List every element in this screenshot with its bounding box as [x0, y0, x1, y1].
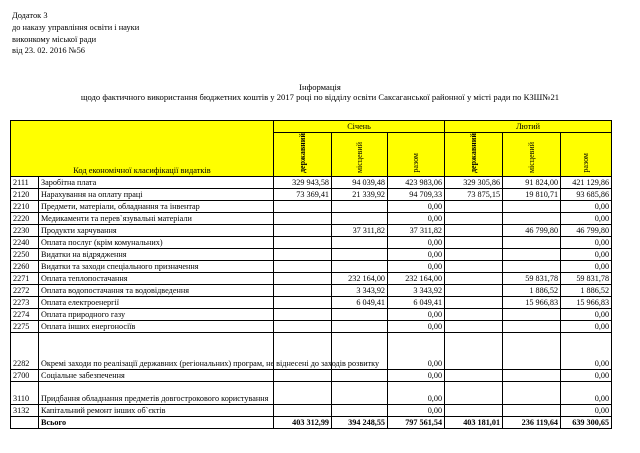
- code-cell: 2260: [11, 261, 39, 273]
- jan-total-cell: 0,00: [388, 333, 445, 370]
- jan-total-cell: 0,00: [388, 261, 445, 273]
- table-row: [11, 273, 612, 285]
- feb-local-cell: [503, 213, 561, 225]
- code-cell: 2273: [11, 297, 39, 309]
- header-line: від 23. 02. 2016 №56: [12, 46, 85, 56]
- feb-total-cell: 0,00: [561, 405, 612, 417]
- jan-state-cell: [274, 249, 332, 261]
- jan-local-cell: 37 311,82: [332, 225, 388, 237]
- table-row: [11, 382, 612, 405]
- feb-local-cell: 15 966,83: [503, 297, 561, 309]
- jan-total-cell: 232 164,00: [388, 273, 445, 285]
- month-header-january: Січень: [274, 121, 445, 133]
- feb-total-cell: 15 966,83: [561, 297, 612, 309]
- feb-state-cell: [445, 273, 503, 285]
- code-cell: 2282: [11, 333, 39, 370]
- feb-state-cell: [445, 237, 503, 249]
- jan-local-cell: [332, 237, 388, 249]
- document-subtitle: щодо фактичного використання бюджетних коштів у 2017 році по відділу освіти Саксаганської районної у місті ради по КЗШ№21: [80, 92, 560, 102]
- jan-state-cell: [274, 321, 332, 333]
- feb-state-cell: [445, 333, 503, 370]
- total-jan-local-cell: 394 248,55: [332, 417, 388, 429]
- feb-total-cell: 0,00: [561, 382, 612, 405]
- feb-total-cell: 0,00: [561, 333, 612, 370]
- table-row: [11, 201, 612, 213]
- jan-state-cell: [274, 382, 332, 405]
- table-row: [11, 249, 612, 261]
- expense-name-cell: Заробітна плата: [39, 177, 274, 189]
- code-cell: 2111: [11, 177, 39, 189]
- jan-total-cell: 0,00: [388, 237, 445, 249]
- feb-local-cell: [503, 321, 561, 333]
- feb-state-cell: [445, 405, 503, 417]
- code-cell: 2240: [11, 237, 39, 249]
- table-row: [11, 237, 612, 249]
- budget-table: [10, 120, 612, 429]
- jan-total-cell: 0,00: [388, 370, 445, 382]
- feb-state-cell: [445, 225, 503, 237]
- jan-state-cell: [274, 285, 332, 297]
- jan-state-cell: [274, 201, 332, 213]
- jan-total-cell: 0,00: [388, 382, 445, 405]
- feb-local-cell: [503, 370, 561, 382]
- subheader-total: разом: [561, 133, 612, 177]
- jan-local-cell: 94 039,48: [332, 177, 388, 189]
- feb-local-cell: [503, 249, 561, 261]
- jan-local-cell: [332, 370, 388, 382]
- expense-name-cell: Оплата теплопостачання: [39, 273, 274, 285]
- feb-total-cell: 421 129,86: [561, 177, 612, 189]
- table-row: [11, 321, 612, 333]
- total-feb-state-cell: 403 181,01: [445, 417, 503, 429]
- table-row: [11, 189, 612, 201]
- jan-local-cell: 232 164,00: [332, 273, 388, 285]
- expense-name-cell: Окремі заходи по реалізації державних (регіональних) програм, не віднесені до заходів розвитку: [39, 333, 274, 370]
- feb-state-cell: [445, 261, 503, 273]
- feb-total-cell: 0,00: [561, 261, 612, 273]
- jan-total-cell: 0,00: [388, 405, 445, 417]
- feb-local-cell: [503, 309, 561, 321]
- table-row: [11, 370, 612, 382]
- header-line: Додаток 3: [12, 11, 48, 20]
- jan-state-cell: [274, 213, 332, 225]
- expense-name-cell: Капітальний ремонт інших об`єктів: [39, 405, 274, 417]
- feb-local-cell: 1 886,52: [503, 285, 561, 297]
- jan-local-cell: [332, 213, 388, 225]
- feb-total-cell: 46 799,80: [561, 225, 612, 237]
- jan-local-cell: [332, 261, 388, 273]
- feb-local-cell: [503, 382, 561, 405]
- jan-state-cell: 329 943,58: [274, 177, 332, 189]
- feb-local-cell: [503, 333, 561, 370]
- code-cell: 2120: [11, 189, 39, 201]
- feb-local-cell: 91 824,00: [503, 177, 561, 189]
- expense-name-cell: Видатки та заходи спеціального призначення: [39, 261, 274, 273]
- total-code-cell: [11, 417, 39, 429]
- feb-local-cell: 46 799,80: [503, 225, 561, 237]
- expense-name-cell: Оплата електроенергії: [39, 297, 274, 309]
- feb-state-cell: [445, 321, 503, 333]
- jan-total-cell: 0,00: [388, 321, 445, 333]
- feb-total-cell: 0,00: [561, 213, 612, 225]
- code-cell: 2230: [11, 225, 39, 237]
- feb-total-cell: 0,00: [561, 237, 612, 249]
- jan-state-cell: [274, 261, 332, 273]
- subheader-state: державний: [445, 133, 503, 177]
- table-row: [11, 297, 612, 309]
- code-cell: 2274: [11, 309, 39, 321]
- code-column-header: Код економічної класифікації видатків: [11, 121, 274, 177]
- feb-state-cell: 73 875,15: [445, 189, 503, 201]
- total-jan-state-cell: 403 312,99: [274, 417, 332, 429]
- feb-local-cell: 59 831,78: [503, 273, 561, 285]
- jan-total-cell: 423 983,06: [388, 177, 445, 189]
- jan-total-cell: 37 311,82: [388, 225, 445, 237]
- feb-local-cell: [503, 261, 561, 273]
- feb-state-cell: [445, 382, 503, 405]
- expense-name-cell: Оплата водопостачання та водовідведення: [39, 285, 274, 297]
- jan-state-cell: [274, 405, 332, 417]
- code-cell: 2210: [11, 201, 39, 213]
- code-cell: 3132: [11, 405, 39, 417]
- code-cell: 2271: [11, 273, 39, 285]
- jan-state-cell: 73 369,41: [274, 189, 332, 201]
- expense-name-cell: Медикаменти та перев`язувальні матеріали: [39, 213, 274, 225]
- feb-total-cell: 59 831,78: [561, 273, 612, 285]
- subheader-local: місцевий: [332, 133, 388, 177]
- feb-local-cell: [503, 201, 561, 213]
- jan-total-cell: 0,00: [388, 249, 445, 261]
- jan-total-cell: 0,00: [388, 201, 445, 213]
- jan-state-cell: [274, 237, 332, 249]
- header-line: до наказу управління освіти і науки: [12, 22, 140, 32]
- jan-local-cell: 21 339,92: [332, 189, 388, 201]
- subheader-state: державний: [274, 133, 332, 177]
- feb-total-cell: 0,00: [561, 249, 612, 261]
- expense-name-cell: Продукти харчування: [39, 225, 274, 237]
- jan-local-cell: [332, 201, 388, 213]
- table-row: [11, 405, 612, 417]
- document-title: Інформація: [299, 82, 341, 92]
- expense-name-cell: Видатки на відрядження: [39, 249, 274, 261]
- feb-local-cell: 19 810,71: [503, 189, 561, 201]
- table-row: [11, 333, 612, 370]
- jan-local-cell: [332, 405, 388, 417]
- table-row: [11, 225, 612, 237]
- expense-name-cell: Придбання обладнання предметів довгострокового користування: [39, 382, 274, 405]
- expense-name-cell: Оплата інших енергоносіїв: [39, 321, 274, 333]
- feb-total-cell: 0,00: [561, 370, 612, 382]
- feb-local-cell: [503, 405, 561, 417]
- code-cell: 2250: [11, 249, 39, 261]
- jan-local-cell: [332, 249, 388, 261]
- jan-local-cell: 6 049,41: [332, 297, 388, 309]
- total-row: [11, 417, 612, 429]
- subheader-local: місцевий: [503, 133, 561, 177]
- feb-state-cell: [445, 213, 503, 225]
- jan-local-cell: 3 343,92: [332, 285, 388, 297]
- jan-total-cell: 3 343,92: [388, 285, 445, 297]
- feb-local-cell: [503, 237, 561, 249]
- table-row: [11, 285, 612, 297]
- feb-state-cell: [445, 370, 503, 382]
- feb-state-cell: [445, 297, 503, 309]
- table-row: [11, 213, 612, 225]
- code-cell: 3110: [11, 382, 39, 405]
- jan-state-cell: [274, 309, 332, 321]
- jan-state-cell: [274, 297, 332, 309]
- feb-state-cell: [445, 201, 503, 213]
- feb-state-cell: 329 305,86: [445, 177, 503, 189]
- table-row: [11, 309, 612, 321]
- feb-state-cell: [445, 309, 503, 321]
- table-row: [11, 261, 612, 273]
- feb-total-cell: 0,00: [561, 321, 612, 333]
- jan-total-cell: 0,00: [388, 309, 445, 321]
- total-feb-total-cell: 639 300,65: [561, 417, 612, 429]
- expense-name-cell: Предмети, матеріали, обладнання та інвентар: [39, 201, 274, 213]
- feb-total-cell: 1 886,52: [561, 285, 612, 297]
- month-header-february: Лютий: [445, 121, 612, 133]
- jan-local-cell: [332, 382, 388, 405]
- subheader-total: разом: [388, 133, 445, 177]
- expense-name-cell: Оплата послуг (крім комунальних): [39, 237, 274, 249]
- total-jan-total-cell: 797 561,54: [388, 417, 445, 429]
- feb-state-cell: [445, 285, 503, 297]
- expense-name-cell: Соціальне забезпечення: [39, 370, 274, 382]
- code-cell: 2220: [11, 213, 39, 225]
- total-label: Всього: [39, 417, 274, 429]
- feb-total-cell: 0,00: [561, 309, 612, 321]
- code-cell: 2275: [11, 321, 39, 333]
- expense-name-cell: Оплата природного газу: [39, 309, 274, 321]
- jan-total-cell: 0,00: [388, 213, 445, 225]
- code-cell: 2700: [11, 370, 39, 382]
- feb-total-cell: 0,00: [561, 201, 612, 213]
- header-line: виконкому міської ради: [12, 34, 97, 44]
- feb-total-cell: 93 685,86: [561, 189, 612, 201]
- jan-local-cell: [332, 321, 388, 333]
- jan-local-cell: [332, 309, 388, 321]
- feb-state-cell: [445, 249, 503, 261]
- document-header: [12, 10, 139, 57]
- jan-state-cell: [274, 370, 332, 382]
- expense-name-cell: Нарахування на оплату праці: [39, 189, 274, 201]
- jan-state-cell: [274, 273, 332, 285]
- jan-total-cell: 6 049,41: [388, 297, 445, 309]
- jan-state-cell: [274, 225, 332, 237]
- code-cell: 2272: [11, 285, 39, 297]
- jan-total-cell: 94 709,33: [388, 189, 445, 201]
- total-feb-local-cell: 236 119,64: [503, 417, 561, 429]
- table-row: [11, 177, 612, 189]
